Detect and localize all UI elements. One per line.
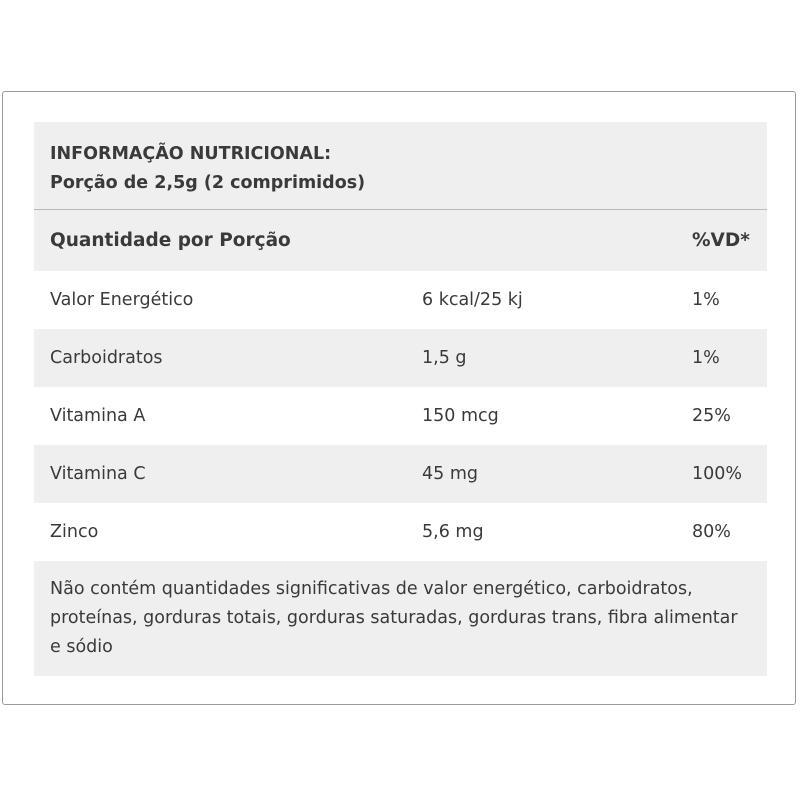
table-row [34,503,767,561]
nutrient-amount: 6 kcal/25 kj [422,290,523,310]
nutrient-daily-value: 1% [692,290,720,310]
table-row [34,445,767,503]
table-row [34,387,767,445]
table-row [34,271,767,329]
nutrient-amount: 150 mcg [422,406,499,426]
nutrient-daily-value: 1% [692,348,720,368]
nutrition-table [34,122,767,676]
nutrient-name: Carboidratos [50,348,163,368]
serving-size: Porção de 2,5g (2 comprimidos) [50,173,366,193]
nutrient-name: Vitamina A [50,406,146,426]
nutrient-amount: 1,5 g [422,348,467,368]
nutrient-name: Zinco [50,522,99,542]
table-header-row [34,210,767,271]
nutrient-name: Vitamina C [50,464,146,484]
nutrition-facts-card [2,91,796,705]
table-title-heading: INFORMAÇÃO NUTRICIONAL: [50,144,332,164]
table-footnote: Não contém quantidades significativas de valor energético, carboidratos, proteínas, gorduras totais, gorduras saturadas, gorduras trans, fibra alimentar e sódio [34,561,767,676]
nutrient-daily-value: 80% [692,522,731,542]
header-quantity-per-serving: Quantidade por Porção [50,230,291,251]
table-title [34,122,767,210]
table-row [34,329,767,387]
nutrient-amount: 5,6 mg [422,522,484,542]
nutrient-daily-value: 25% [692,406,731,426]
nutrient-daily-value: 100% [692,464,743,484]
nutrient-name: Valor Energético [50,290,194,310]
nutrient-amount: 45 mg [422,464,478,484]
header-daily-value: %VD* [692,230,750,251]
